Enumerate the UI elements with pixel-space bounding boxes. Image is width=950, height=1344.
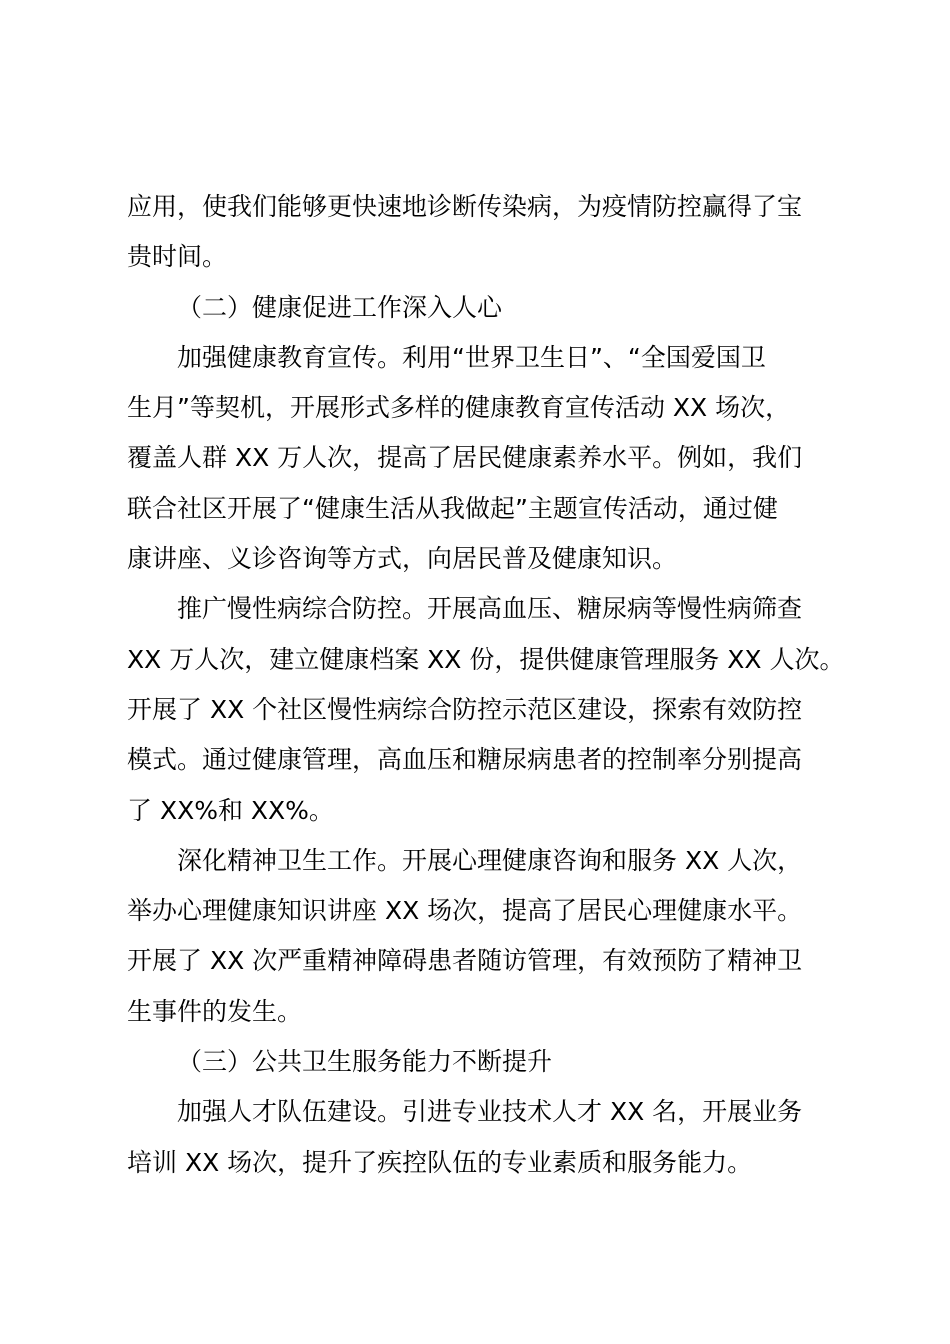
paragraph-line: 贵时间。	[127, 242, 228, 272]
paragraph-line: 开展了 XX 个社区慢性病综合防控示范区建设，探索有效防控	[127, 694, 803, 724]
paragraph-line: 生月”等契机，开展形式多样的健康教育宣传活动 XX 场次，	[127, 393, 791, 423]
paragraph-line: 举办心理健康知识讲座 XX 场次，提高了居民心理健康水平。	[127, 896, 803, 926]
paragraph-line: 了 XX%和 XX%。	[127, 795, 334, 825]
paragraph-line: 生事件的发生。	[127, 996, 303, 1026]
paragraph-line: 应用，使我们能够更快速地诊断传染病，为疫情防控赢得了宝	[127, 192, 803, 221]
section-heading: （三）公共卫生服务能力不断提升	[177, 1047, 553, 1077]
paragraph-line: 加强人才队伍建设。引进专业技术人才 XX 名，开展业务	[177, 1097, 803, 1127]
section-heading: （二）健康促进工作深入人心	[177, 292, 503, 322]
paragraph-line: XX 万人次，建立健康档案 XX 份，提供健康管理服务 XX 人次。	[127, 644, 845, 674]
paragraph-line: 联合社区开展了“健康生活从我做起”主题宣传活动，通过健	[127, 493, 778, 523]
document-body	[127, 182, 845, 1188]
paragraph-line: 培训 XX 场次，提升了疾控队伍的专业素质和服务能力。	[127, 1147, 753, 1177]
paragraph-line: 加强健康教育宣传。利用“世界卫生日”、“全国爱国卫	[177, 342, 766, 372]
paragraph-line: 覆盖人群 XX 万人次，提高了居民健康素养水平。例如，我们	[127, 443, 803, 473]
paragraph-line: 推广慢性病综合防控。开展高血压、糖尿病等慢性病筛查	[177, 594, 803, 624]
paragraph-line: 开展了 XX 次严重精神障碍患者随访管理，有效预防了精神卫	[127, 946, 803, 976]
paragraph-line: 康讲座、义诊咨询等方式，向居民普及健康知识。	[127, 544, 678, 574]
paragraph-line: 深化精神卫生工作。开展心理健康咨询和服务 XX 人次，	[177, 845, 803, 875]
paragraph-line: 模式。通过健康管理，高血压和糖尿病患者的控制率分别提高	[127, 745, 803, 775]
